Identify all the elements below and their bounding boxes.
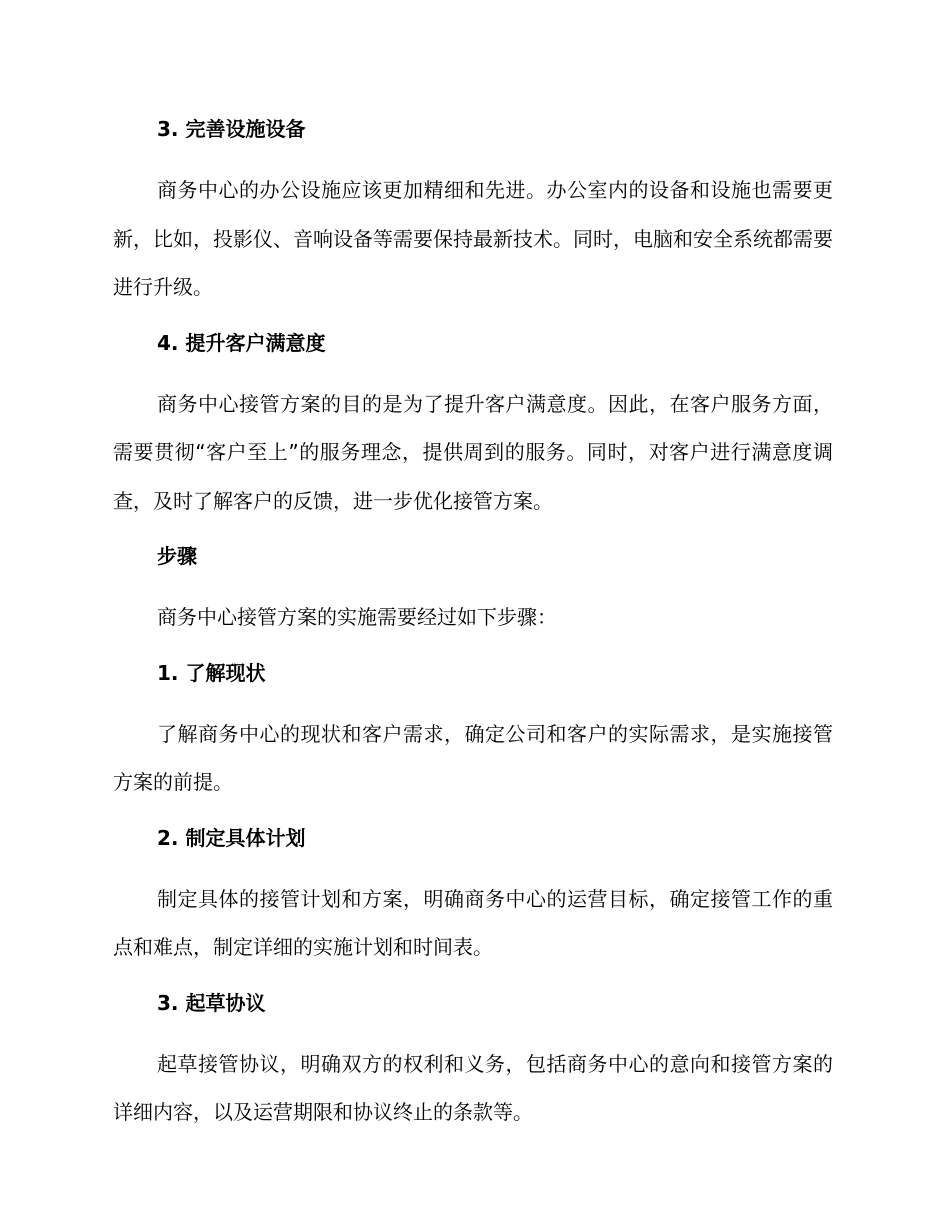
section-heading-customer-satisfaction: 4. 提升客户满意度 [157,330,326,355]
section-heading-understand-status: 1. 了解现状 [157,660,266,685]
paragraph-steps-intro: 商务中心接管方案的实施需要经过如下步骤： [157,605,557,629]
paragraph-draft-agreement: 起草接管协议，明确双方的权利和义务，包括商务中心的意向和接管方案的详细内容，以及运营期限和协议终止的条款等。 [113,1051,833,1124]
section-heading-draft-agreement: 3. 起草协议 [157,990,266,1015]
paragraph-facilities: 商务中心的办公设施应该更加精细和先进。办公室内的设备和设施也需要更新，比如，投影仪、音响设备等需要保持最新技术。同时，电脑和安全系统都需要进行升级。 [113,178,833,299]
document-body [113,110,833,1137]
section-heading-make-plan: 2. 制定具体计划 [157,825,306,850]
paragraph-customer-satisfaction: 商务中心接管方案的目的是为了提升客户满意度。因此，在客户服务方面，需要贯彻“客户至上”的服务理念，提供周到的服务。同时，对客户进行满意度调查，及时了解客户的反馈，进一步优化接管方案。 [113,391,833,513]
paragraph-understand-status: 了解商务中心的现状和客户需求，确定公司和客户的实际需求，是实施接管方案的前提。 [113,721,833,794]
section-heading-steps: 步骤 [157,544,197,568]
section-heading-complete-facilities: 3. 完善设施设备 [157,117,306,141]
paragraph-make-plan: 制定具体的接管计划和方案，明确商务中心的运营目标，确定接管工作的重点和难点，制定详细的实施计划和时间表。 [113,886,833,959]
